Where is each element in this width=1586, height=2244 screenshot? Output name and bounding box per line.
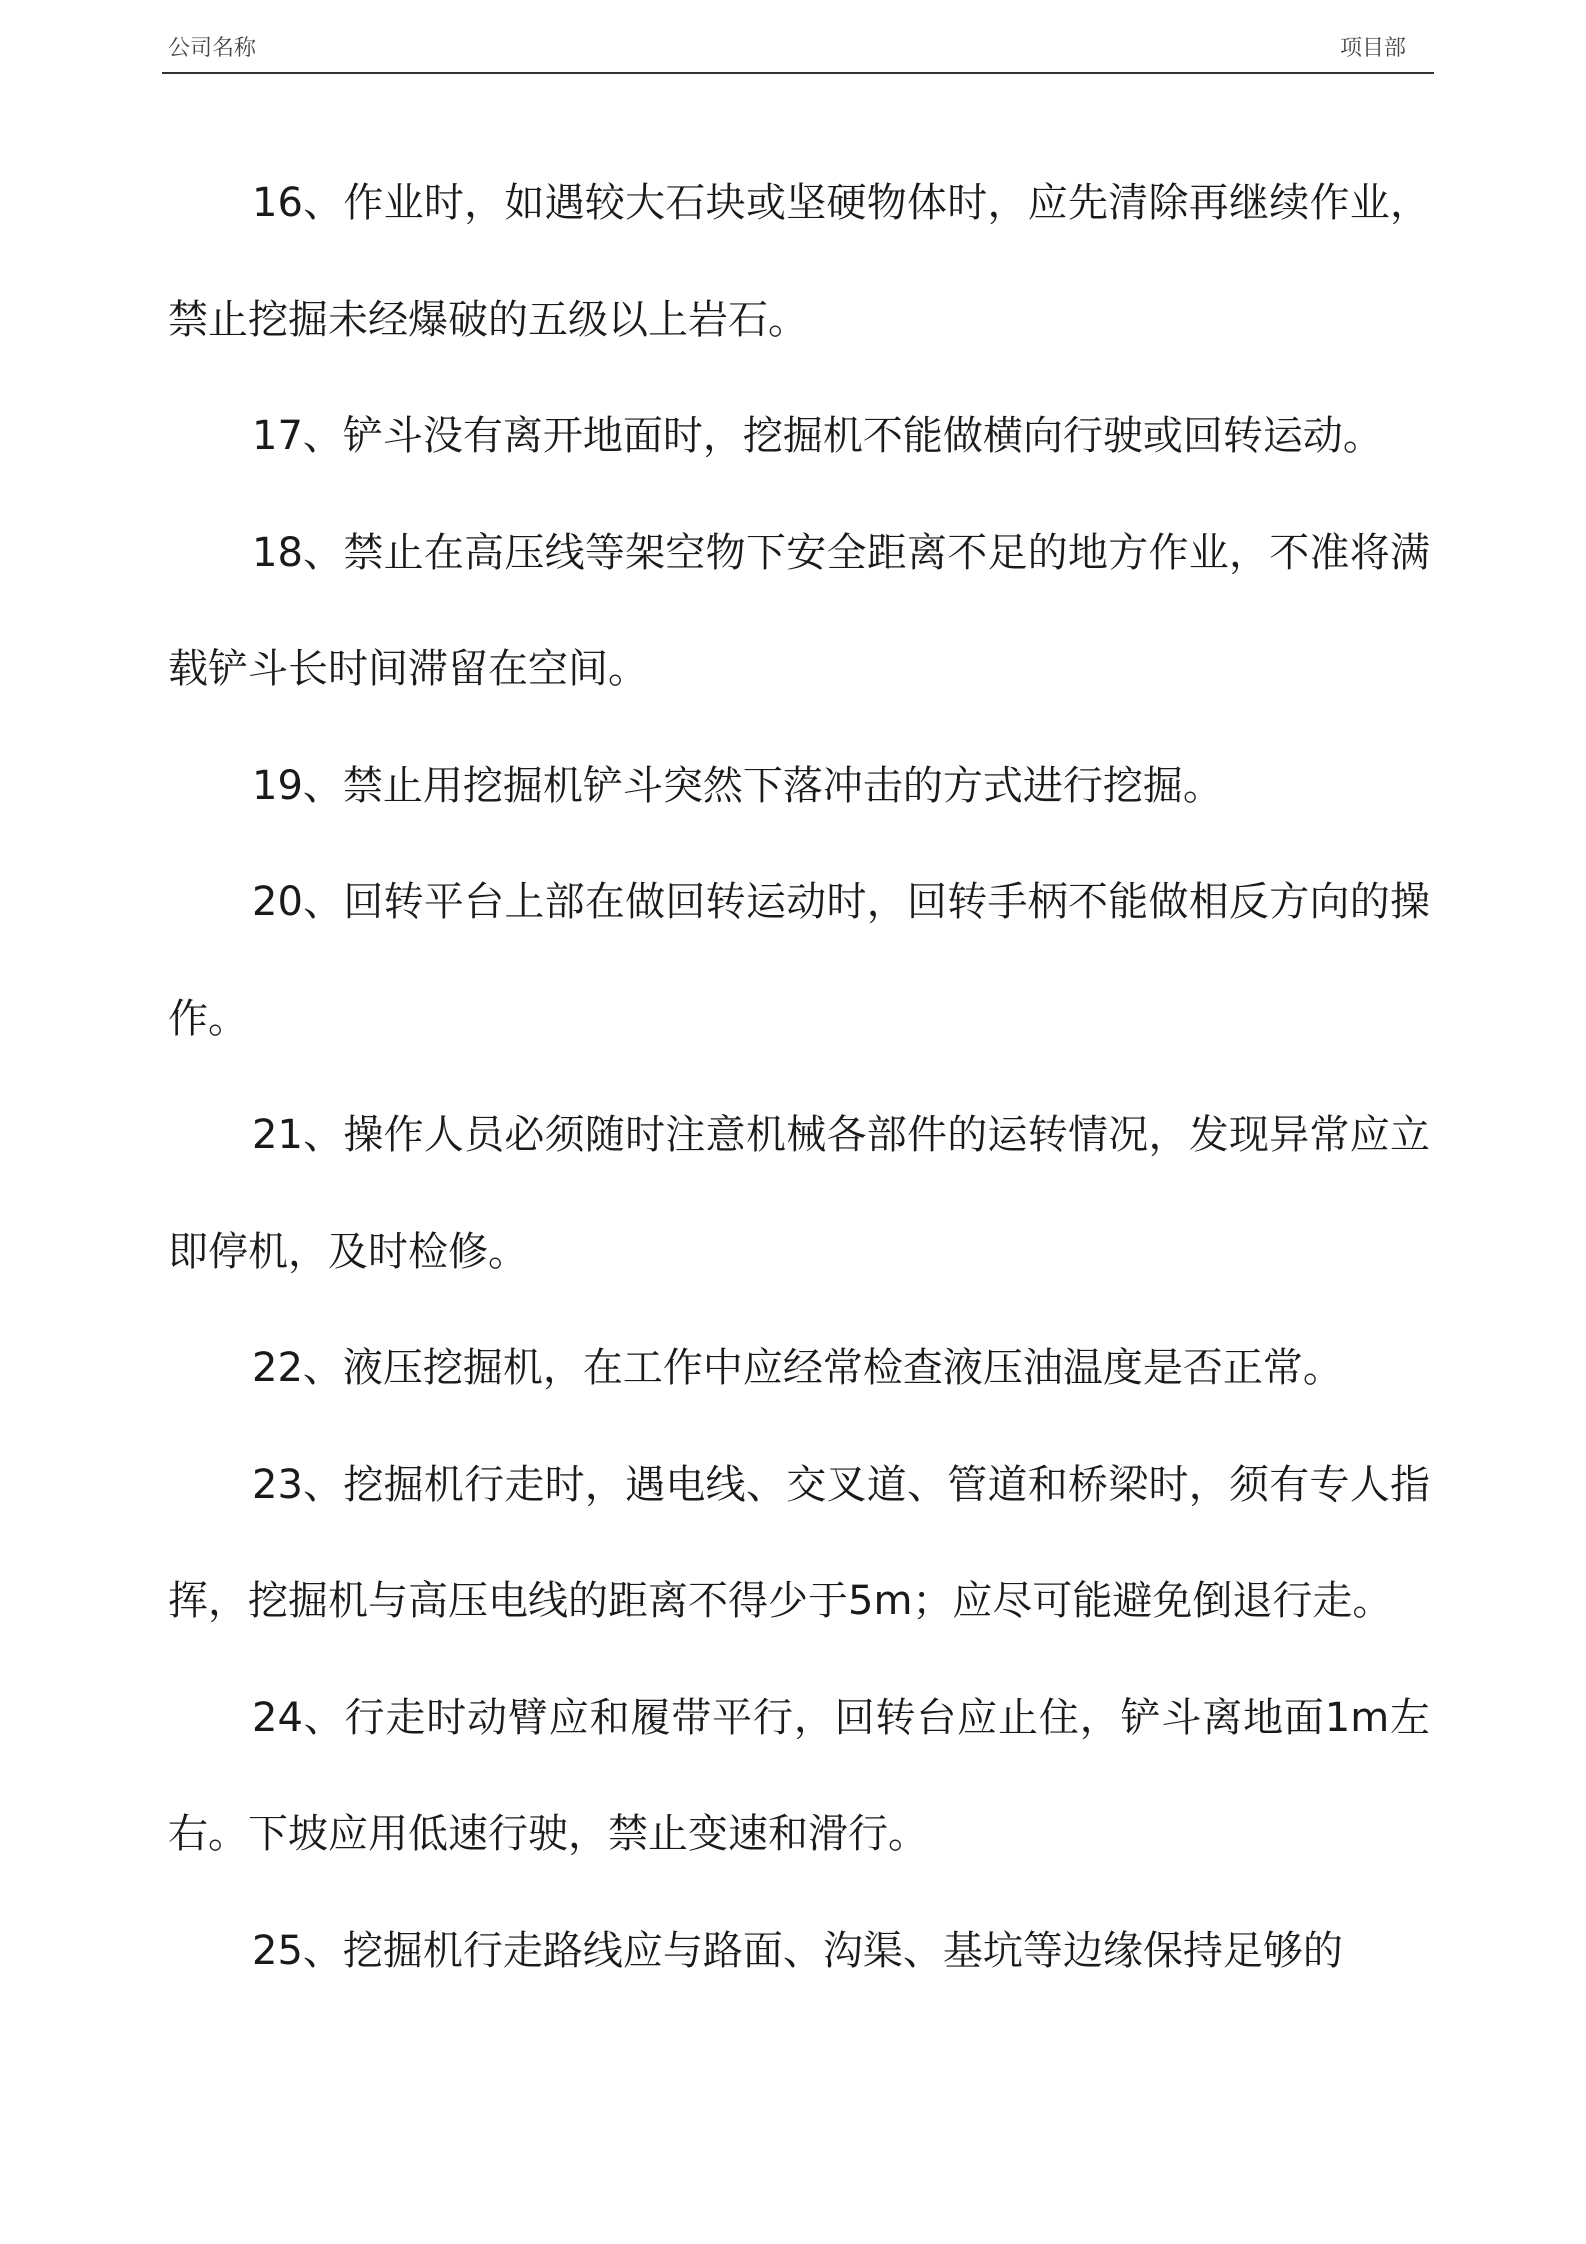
paragraph-21: 21、操作人员必须随时注意机械各部件的运转情况，发现异常应立即停机，及时检修。 <box>168 1112 1430 1275</box>
company-name: 公司名称 <box>168 36 257 61</box>
project-department: 项目部 <box>1339 36 1406 61</box>
paragraph-16: 16、作业时，如遇较大石块或坚硬物体时，应先清除再继续作业，禁止挖掘未经爆破的五级以上岩石。 <box>168 180 1430 343</box>
document-body <box>168 145 1430 2009</box>
paragraph-23: 23、挖掘机行走时，遇电线、交叉道、管道和桥梁时，须有专人指挥，挖掘机与高压电线的距离不得少于5m；应尽可能避免倒退行走。 <box>168 1461 1430 1624</box>
paragraph-19: 19、禁止用挖掘机铲斗突然下落冲击的方式进行挖掘。 <box>252 762 1223 809</box>
paragraph-24: 24、行走时动臂应和履带平行，回转台应止住，铲斗离地面1m左右。下坡应用低速行驶，禁止变速和滑行。 <box>168 1694 1430 1857</box>
paragraph-20: 20、回转平台上部在做回转运动时，回转手柄不能做相反方向的操作。 <box>168 879 1430 1042</box>
paragraph-17: 17、铲斗没有离开地面时，挖掘机不能做横向行驶或回转运动。 <box>252 413 1383 459</box>
page-header <box>162 0 1434 74</box>
paragraph-18: 18、禁止在高压线等架空物下安全距离不足的地方作业，不准将满载铲斗长时间滞留在空间。 <box>168 529 1430 692</box>
paragraph-22: 22、液压挖掘机，在工作中应经常检查液压油温度是否正常。 <box>252 1345 1343 1391</box>
paragraph-25: 25、挖掘机行走路线应与路面、沟渠、基坑等边缘保持足够的 <box>252 1927 1343 1974</box>
